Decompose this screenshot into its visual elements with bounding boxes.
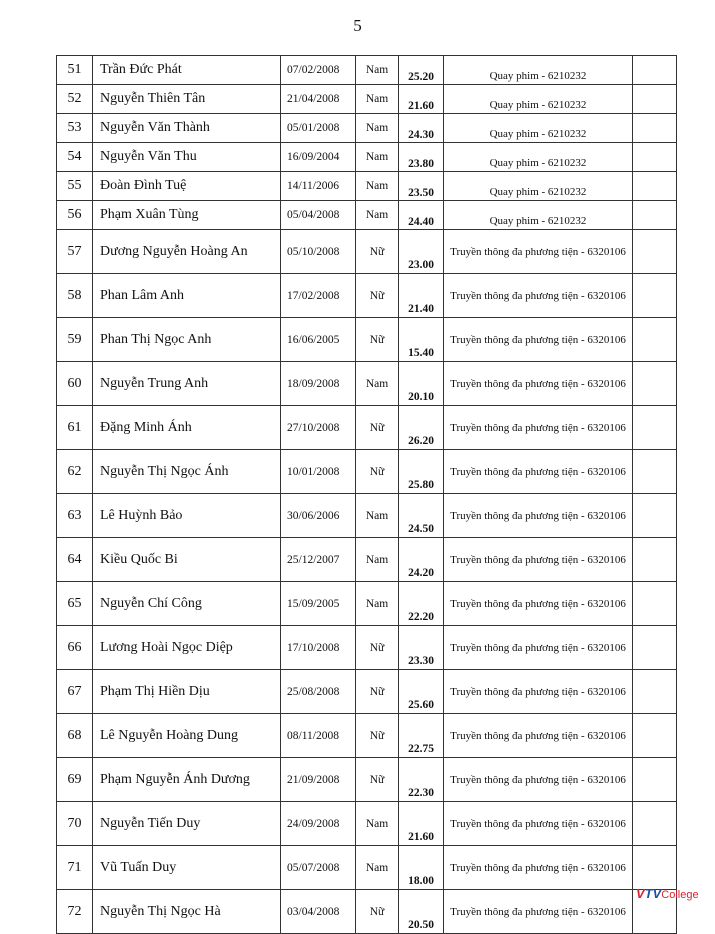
student-name: Lê Huỳnh Bảo (93, 494, 281, 538)
major: Truyền thông đa phương tiện - 6320106 (444, 582, 633, 626)
major: Quay phim - 6210232 (444, 114, 633, 143)
table-row (57, 201, 677, 230)
score: 23.50 (399, 172, 444, 201)
date-of-birth: 07/02/2008 (281, 56, 356, 85)
date-of-birth: 17/02/2008 (281, 274, 356, 318)
major: Truyền thông đa phương tiện - 6320106 (444, 802, 633, 846)
score: 21.60 (399, 802, 444, 846)
vtv-college-logo: VTVCollege (636, 886, 699, 901)
student-name: Nguyễn Thị Ngọc Ánh (93, 450, 281, 494)
major: Truyền thông đa phương tiện - 6320106 (444, 714, 633, 758)
major: Quay phim - 6210232 (444, 172, 633, 201)
student-name: Nguyễn Thị Ngọc Hà (93, 890, 281, 934)
results-table-body (57, 56, 677, 934)
student-name: Phạm Xuân Tùng (93, 201, 281, 230)
table-row (57, 274, 677, 318)
major: Quay phim - 6210232 (444, 56, 633, 85)
gender: Nam (356, 172, 399, 201)
page-number: 5 (353, 16, 362, 35)
date-of-birth: 15/09/2005 (281, 582, 356, 626)
date-of-birth: 18/09/2008 (281, 362, 356, 406)
student-name: Trần Đức Phát (93, 56, 281, 85)
row-number: 65 (57, 582, 93, 626)
notes-cell (633, 538, 677, 582)
gender: Nam (356, 85, 399, 114)
score: 24.20 (399, 538, 444, 582)
student-name: Nguyễn Trung Anh (93, 362, 281, 406)
major: Truyền thông đa phương tiện - 6320106 (444, 670, 633, 714)
notes-cell (633, 450, 677, 494)
gender: Nam (356, 143, 399, 172)
table-row (57, 114, 677, 143)
row-number: 71 (57, 846, 93, 890)
score: 22.20 (399, 582, 444, 626)
notes-cell (633, 56, 677, 85)
row-number: 54 (57, 143, 93, 172)
table-row (57, 582, 677, 626)
table-row (57, 890, 677, 934)
table-row (57, 85, 677, 114)
notes-cell (633, 172, 677, 201)
notes-cell (633, 714, 677, 758)
score: 22.30 (399, 758, 444, 802)
table-row (57, 406, 677, 450)
gender: Nam (356, 494, 399, 538)
table-row (57, 538, 677, 582)
row-number: 67 (57, 670, 93, 714)
gender: Nữ (356, 230, 399, 274)
student-name: Lê Nguyễn Hoàng Dung (93, 714, 281, 758)
gender: Nam (356, 802, 399, 846)
date-of-birth: 16/06/2005 (281, 318, 356, 362)
notes-cell (633, 406, 677, 450)
score: 21.60 (399, 85, 444, 114)
score: 23.00 (399, 230, 444, 274)
student-name: Phan Thị Ngọc Anh (93, 318, 281, 362)
date-of-birth: 16/09/2004 (281, 143, 356, 172)
major: Truyền thông đa phương tiện - 6320106 (444, 230, 633, 274)
gender: Nữ (356, 670, 399, 714)
date-of-birth: 10/01/2008 (281, 450, 356, 494)
gender: Nam (356, 201, 399, 230)
gender: Nữ (356, 890, 399, 934)
score: 20.50 (399, 890, 444, 934)
table-row (57, 362, 677, 406)
score: 26.20 (399, 406, 444, 450)
student-name: Phạm Nguyễn Ánh Dương (93, 758, 281, 802)
table-row (57, 230, 677, 274)
student-name: Nguyễn Chí Công (93, 582, 281, 626)
score: 15.40 (399, 318, 444, 362)
row-number: 72 (57, 890, 93, 934)
gender: Nữ (356, 274, 399, 318)
student-name: Đoàn Đình Tuệ (93, 172, 281, 201)
major: Truyền thông đa phương tiện - 6320106 (444, 450, 633, 494)
notes-cell (633, 494, 677, 538)
row-number: 56 (57, 201, 93, 230)
table-row (57, 450, 677, 494)
major: Truyền thông đa phương tiện - 6320106 (444, 362, 633, 406)
notes-cell (633, 846, 677, 890)
date-of-birth: 17/10/2008 (281, 626, 356, 670)
student-name: Nguyễn Văn Thu (93, 143, 281, 172)
table-row (57, 670, 677, 714)
date-of-birth: 05/10/2008 (281, 230, 356, 274)
major: Quay phim - 6210232 (444, 143, 633, 172)
table-row (57, 758, 677, 802)
table-row (57, 56, 677, 85)
score: 23.30 (399, 626, 444, 670)
row-number: 60 (57, 362, 93, 406)
major: Truyền thông đa phương tiện - 6320106 (444, 406, 633, 450)
date-of-birth: 30/06/2006 (281, 494, 356, 538)
date-of-birth: 14/11/2006 (281, 172, 356, 201)
score: 23.80 (399, 143, 444, 172)
row-number: 63 (57, 494, 93, 538)
student-name: Dương Nguyễn Hoàng An (93, 230, 281, 274)
score: 25.20 (399, 56, 444, 85)
table-row (57, 494, 677, 538)
date-of-birth: 25/08/2008 (281, 670, 356, 714)
row-number: 69 (57, 758, 93, 802)
student-name: Nguyễn Văn Thành (93, 114, 281, 143)
table-row (57, 143, 677, 172)
row-number: 62 (57, 450, 93, 494)
row-number: 64 (57, 538, 93, 582)
major: Truyền thông đa phương tiện - 6320106 (444, 318, 633, 362)
row-number: 58 (57, 274, 93, 318)
gender: Nam (356, 846, 399, 890)
gender: Nữ (356, 406, 399, 450)
major: Quay phim - 6210232 (444, 201, 633, 230)
gender: Nữ (356, 450, 399, 494)
table-row (57, 172, 677, 201)
student-name: Đặng Minh Ánh (93, 406, 281, 450)
date-of-birth: 05/04/2008 (281, 201, 356, 230)
notes-cell (633, 582, 677, 626)
score: 25.80 (399, 450, 444, 494)
gender: Nữ (356, 318, 399, 362)
date-of-birth: 05/01/2008 (281, 114, 356, 143)
table-row (57, 802, 677, 846)
major: Truyền thông đa phương tiện - 6320106 (444, 626, 633, 670)
score: 21.40 (399, 274, 444, 318)
notes-cell (633, 114, 677, 143)
major: Truyền thông đa phương tiện - 6320106 (444, 538, 633, 582)
notes-cell (633, 143, 677, 172)
score: 25.60 (399, 670, 444, 714)
notes-cell (633, 274, 677, 318)
student-name: Nguyễn Tiến Duy (93, 802, 281, 846)
major: Truyền thông đa phương tiện - 6320106 (444, 758, 633, 802)
results-table (56, 55, 677, 934)
gender: Nữ (356, 758, 399, 802)
notes-cell (633, 85, 677, 114)
score: 24.40 (399, 201, 444, 230)
date-of-birth: 21/04/2008 (281, 85, 356, 114)
gender: Nam (356, 362, 399, 406)
notes-cell (633, 626, 677, 670)
score: 18.00 (399, 846, 444, 890)
row-number: 57 (57, 230, 93, 274)
table-row (57, 626, 677, 670)
date-of-birth: 24/09/2008 (281, 802, 356, 846)
gender: Nữ (356, 714, 399, 758)
row-number: 68 (57, 714, 93, 758)
notes-cell (633, 758, 677, 802)
gender: Nam (356, 56, 399, 85)
date-of-birth: 03/04/2008 (281, 890, 356, 934)
major: Truyền thông đa phương tiện - 6320106 (444, 494, 633, 538)
row-number: 55 (57, 172, 93, 201)
major: Truyền thông đa phương tiện - 6320106 (444, 846, 633, 890)
score: 20.10 (399, 362, 444, 406)
student-name: Phan Lâm Anh (93, 274, 281, 318)
gender: Nữ (356, 626, 399, 670)
row-number: 53 (57, 114, 93, 143)
notes-cell (633, 230, 677, 274)
table-row (57, 846, 677, 890)
score: 24.30 (399, 114, 444, 143)
row-number: 51 (57, 56, 93, 85)
date-of-birth: 05/07/2008 (281, 846, 356, 890)
notes-cell (633, 670, 677, 714)
notes-cell (633, 362, 677, 406)
major: Quay phim - 6210232 (444, 85, 633, 114)
notes-cell (633, 201, 677, 230)
notes-cell (633, 318, 677, 362)
date-of-birth: 25/12/2007 (281, 538, 356, 582)
student-name: Nguyễn Thiên Tân (93, 85, 281, 114)
student-name: Lương Hoài Ngọc Diệp (93, 626, 281, 670)
date-of-birth: 21/09/2008 (281, 758, 356, 802)
score: 24.50 (399, 494, 444, 538)
table-row (57, 714, 677, 758)
row-number: 52 (57, 85, 93, 114)
student-name: Phạm Thị Hiền Dịu (93, 670, 281, 714)
student-name: Vũ Tuấn Duy (93, 846, 281, 890)
score: 22.75 (399, 714, 444, 758)
date-of-birth: 27/10/2008 (281, 406, 356, 450)
date-of-birth: 08/11/2008 (281, 714, 356, 758)
row-number: 70 (57, 802, 93, 846)
gender: Nam (356, 582, 399, 626)
table-row (57, 318, 677, 362)
major: Truyền thông đa phương tiện - 6320106 (444, 274, 633, 318)
gender: Nam (356, 114, 399, 143)
row-number: 61 (57, 406, 93, 450)
gender: Nam (356, 538, 399, 582)
notes-cell (633, 802, 677, 846)
student-name: Kiều Quốc Bi (93, 538, 281, 582)
row-number: 66 (57, 626, 93, 670)
major: Truyền thông đa phương tiện - 6320106 (444, 890, 633, 934)
row-number: 59 (57, 318, 93, 362)
